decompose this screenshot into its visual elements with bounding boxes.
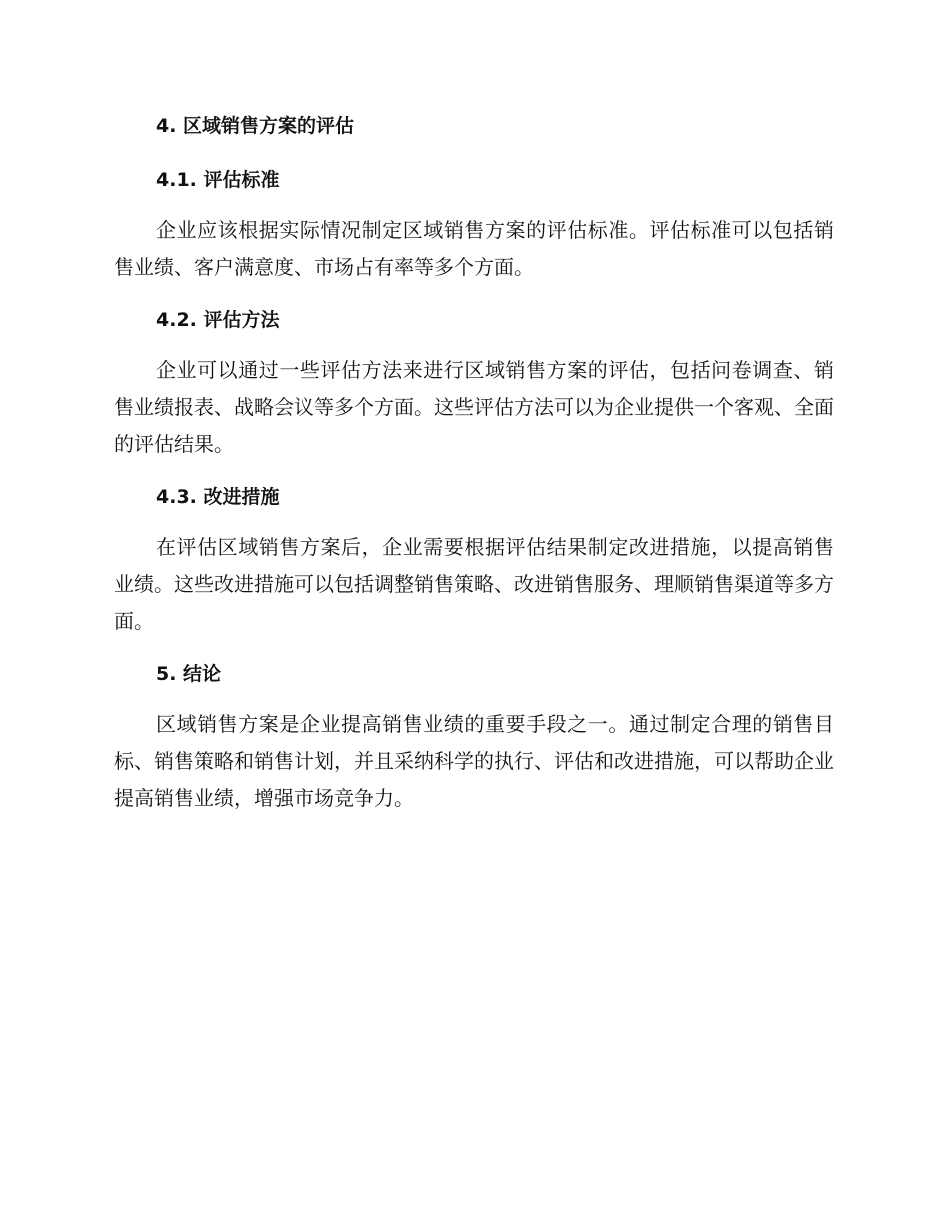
- subsection-heading-criteria: 4.1. 评估标准: [156, 169, 280, 191]
- section-heading-evaluation: 4. 区域销售方案的评估: [156, 115, 355, 137]
- section-heading-conclusion: 5. 结论: [156, 663, 222, 685]
- paragraph-criteria: 企业应该根据实际情况制定区域销售方案的评估标准。评估标准可以包括销售业绩、客户满意度、市场占有率等多个方面。: [114, 218, 834, 279]
- paragraph-improvements: 在评估区域销售方案后，企业需要根据评估结果制定改进措施，以提高销售业绩。这些改进措施可以包括调整销售策略、改进销售服务、理顺销售渠道等多方面。: [114, 535, 834, 633]
- subsection-heading-improvements: 4.3. 改进措施: [156, 486, 280, 508]
- paragraph-methods: 企业可以通过一些评估方法来进行区域销售方案的评估，包括问卷调查、销售业绩报表、战略会议等多个方面。这些评估方法可以为企业提供一个客观、全面的评估结果。: [114, 358, 834, 456]
- document-body: [114, 110, 834, 835]
- paragraph-conclusion: 区域销售方案是企业提高销售业绩的重要手段之一。通过制定合理的销售目标、销售策略和销售计划，并且采纳科学的执行、评估和改进措施，可以帮助企业提高销售业绩，增强市场竞争力。: [114, 712, 834, 810]
- subsection-heading-methods: 4.2. 评估方法: [156, 309, 280, 331]
